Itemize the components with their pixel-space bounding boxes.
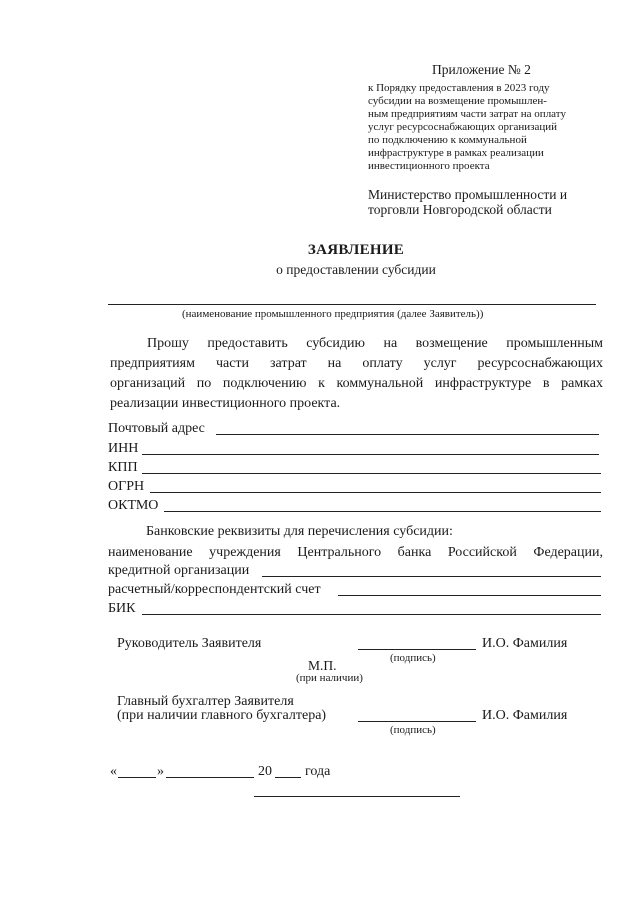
- accountant-signature-caption: (подпись): [390, 724, 436, 736]
- ministry-line: Министерство промышленности и: [368, 187, 568, 202]
- order-line: ным предприятиям части затрат на оплату: [368, 108, 566, 120]
- kpp-line[interactable]: [142, 473, 601, 474]
- postal-address-label: Почтовый адрес: [108, 421, 205, 436]
- credit-org-label: кредитной организации: [108, 563, 250, 578]
- bank-institution-line: наименование учреждения Центрального банка Российской Федерации,: [108, 545, 603, 560]
- ogrn-label: ОГРН: [108, 479, 145, 494]
- order-line: инвестиционного проекта: [368, 160, 490, 172]
- account-label: расчетный/корреспондентский счет: [108, 582, 321, 597]
- stamp-label: М.П.: [308, 658, 337, 673]
- head-signature-line[interactable]: [358, 649, 476, 650]
- head-label: Руководитель Заявителя: [117, 636, 262, 651]
- stamp-note: (при наличии): [296, 672, 363, 684]
- accountant-signature-line[interactable]: [358, 721, 476, 722]
- request-line: организаций по подключению к коммунальной инфраструктуре в рамках: [110, 376, 603, 391]
- order-line: инфраструктуре в рамках реализации: [368, 147, 544, 159]
- ministry-line: торговли Новгородской области: [368, 202, 552, 217]
- date-year-prefix: 20: [258, 764, 272, 779]
- accountant-label: Главный бухгалтер Заявителя: [117, 694, 294, 709]
- date-year-line[interactable]: [275, 777, 301, 778]
- applicant-caption: (наименование промышленного предприятия (далее Заявитель)): [182, 308, 484, 320]
- order-line: субсидии на возмещение промышлен-: [368, 95, 547, 107]
- bik-line[interactable]: [142, 614, 601, 615]
- date-day-line[interactable]: [118, 777, 156, 778]
- order-line: по подключению к коммунальной: [368, 134, 527, 146]
- order-line: к Порядку предоставления в 2023 году: [368, 82, 550, 94]
- order-line: услуг ресурсоснабжающих организаций: [368, 121, 558, 133]
- credit-org-line[interactable]: [262, 576, 601, 577]
- bik-label: БИК: [108, 601, 136, 616]
- document-title: ЗАЯВЛЕНИЕ: [307, 242, 405, 258]
- inn-label: ИНН: [108, 441, 139, 456]
- head-signature-caption: (подпись): [390, 652, 436, 664]
- kpp-label: КПП: [108, 460, 138, 475]
- oktmo-line[interactable]: [164, 511, 601, 512]
- date-open-quote: «: [110, 764, 117, 779]
- date-month-line[interactable]: [166, 777, 254, 778]
- document-subtitle: о предоставлении субсидии: [276, 262, 436, 277]
- request-line: Прошу предоставить субсидию на возмещение промышленным: [147, 336, 603, 351]
- ogrn-line[interactable]: [150, 492, 601, 493]
- appendix-number: Приложение № 2: [432, 62, 531, 77]
- accountant-name: И.О. Фамилия: [482, 708, 568, 723]
- request-line: реализации инвестиционного проекта.: [110, 396, 341, 411]
- bottom-separator: [254, 796, 460, 797]
- head-name: И.О. Фамилия: [482, 636, 568, 651]
- applicant-name-line: [108, 304, 596, 305]
- inn-line[interactable]: [142, 454, 599, 455]
- oktmo-label: ОКТМО: [108, 498, 159, 513]
- account-line[interactable]: [338, 595, 601, 596]
- date-year-suffix: года: [305, 764, 331, 779]
- accountant-label-note: (при наличии главного бухгалтера): [117, 708, 327, 723]
- bank-heading: Банковские реквизиты для перечисления субсидии:: [146, 524, 453, 539]
- postal-address-line[interactable]: [216, 434, 599, 435]
- request-line: предприятиям части затрат на оплату услуг ресурсоснабжающих: [110, 356, 603, 371]
- date-close-quote: »: [157, 764, 164, 779]
